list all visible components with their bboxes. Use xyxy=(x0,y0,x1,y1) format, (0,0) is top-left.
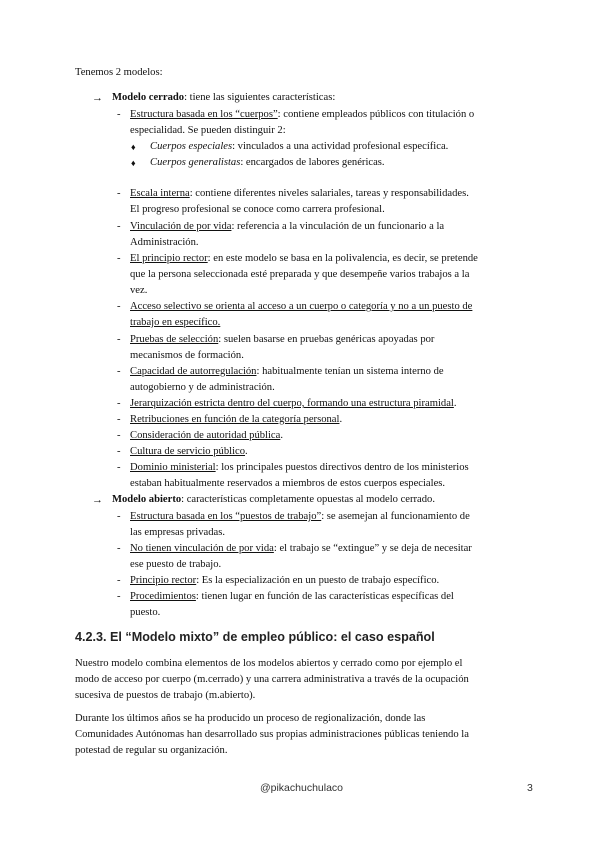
paragraph-line: sucesiva de puestos de trabajo (m.abierto). xyxy=(75,690,256,701)
list-item-cont: El progreso profesional se conoce como carrera profesional. xyxy=(130,204,385,215)
arrow-bullet: → xyxy=(92,92,103,104)
item-text: . xyxy=(339,414,343,425)
list-item xyxy=(130,219,444,235)
arrow-bullet: → xyxy=(92,494,103,506)
list-item-cont: las empresas privadas. xyxy=(130,527,226,538)
dash-bullet: - xyxy=(117,334,121,345)
item-key: El principio rector xyxy=(130,253,208,264)
modelo-cerrado-desc: : tiene las siguientes características: xyxy=(184,92,336,103)
list-item xyxy=(130,589,454,605)
paragraph-line: modo de acceso por cuerpo (m.cerrado) y una carrera administrativa a través de la ocupación xyxy=(75,674,469,685)
item-key: Jerarquización estricta dentro del cuerpo, formando una estructura piramidal xyxy=(130,398,454,409)
diamond-bullet: ♦ xyxy=(131,158,136,168)
item-text: . xyxy=(245,446,248,457)
paragraph-line: potestad de regular su organización. xyxy=(75,745,228,756)
item-text: : Es la especialización en un puesto de trabajo específico. xyxy=(196,575,440,586)
sub-item-key: Cuerpos generalistas xyxy=(150,157,241,168)
modelo-abierto-title: Modelo abierto xyxy=(112,494,182,505)
list-item-cont: estaban habitualmente reservados a miembros de estos cuerpos especiales. xyxy=(130,478,446,489)
item-key: Estructura basada en los “puestos de trabajo” xyxy=(130,511,322,522)
dash-bullet: - xyxy=(117,109,121,120)
page-number: 3 xyxy=(527,782,533,794)
list-item xyxy=(130,364,444,380)
paragraph-line: Durante los últimos años se ha producido un proceso de regionalización, donde las xyxy=(75,713,426,724)
list-item xyxy=(130,573,439,589)
item-text: : suelen basarse en pruebas genéricas apoyadas por xyxy=(218,334,435,345)
list-item xyxy=(130,396,457,412)
item-key: Pruebas de selección xyxy=(130,334,219,345)
dash-bullet: - xyxy=(117,398,121,409)
list-item xyxy=(130,460,469,476)
modelo-cerrado-title: Modelo cerrado xyxy=(112,92,185,103)
sub-item-text: : vinculados a una actividad profesional específica. xyxy=(232,141,449,152)
dash-bullet: - xyxy=(117,462,121,473)
item-text: : contiene diferentes niveles salariales, tareas y responsabilidades. xyxy=(189,188,469,199)
list-item xyxy=(130,107,474,123)
sub-item-key: Cuerpos especiales xyxy=(150,141,233,152)
list-item xyxy=(130,332,434,348)
item-key: Cultura de servicio público xyxy=(130,446,246,457)
list-item-cont: Administración. xyxy=(130,237,199,248)
modelo-abierto-heading xyxy=(112,492,435,508)
sub-item xyxy=(150,155,385,171)
list-item xyxy=(130,444,248,460)
list-item: Acceso selectivo se orienta al acceso a un cuerpo o categoría y no a un puesto de xyxy=(130,301,473,312)
item-text: : los principales puestos directivos dentro de los ministerios xyxy=(215,462,469,473)
modelo-abierto-desc: : características completamente opuestas al modelo cerrado. xyxy=(181,494,435,505)
list-item xyxy=(130,412,342,428)
dash-bullet: - xyxy=(117,591,121,602)
dash-bullet: - xyxy=(117,188,121,199)
footer-handle: @pikachuchulaco xyxy=(259,782,344,794)
item-key: Escala interna xyxy=(130,188,190,199)
item-text: : el trabajo se “extingue” y se deja de necesitar xyxy=(273,543,472,554)
list-item xyxy=(130,186,469,202)
item-text: . xyxy=(453,398,457,409)
item-key: Consideración de autoridad pública xyxy=(130,430,281,441)
modelo-cerrado-heading xyxy=(112,90,335,106)
intro-text: Tenemos 2 modelos: xyxy=(75,67,163,78)
section-heading: 4.2.3. El “Modelo mixto” de empleo público: el caso español xyxy=(75,630,435,644)
dash-bullet: - xyxy=(117,543,121,554)
list-item-cont: autogobierno y de administración. xyxy=(130,382,275,393)
list-item xyxy=(130,251,478,267)
item-key: No tienen vinculación de por vida xyxy=(130,543,274,554)
item-text: : contiene empleados públicos con titulación o xyxy=(277,109,475,120)
dash-bullet: - xyxy=(117,301,121,312)
dash-bullet: - xyxy=(117,511,121,522)
list-item xyxy=(130,541,472,557)
sub-item xyxy=(150,139,448,155)
item-text: : se asemejan al funcionamiento de xyxy=(321,511,470,522)
list-item xyxy=(130,509,470,525)
list-item-cont: mecanismos de formación. xyxy=(130,350,244,361)
dash-bullet: - xyxy=(117,253,121,264)
item-key: Vinculación de por vida xyxy=(130,221,232,232)
item-text: : habitualmente tenían un sistema interno de xyxy=(256,366,444,377)
diamond-bullet: ♦ xyxy=(131,142,136,152)
item-key: Retribuciones en función de la categoría personal xyxy=(130,414,340,425)
item-text: : en este modelo se basa en la polivalencia, es decir, se pretende xyxy=(207,253,478,264)
dash-bullet: - xyxy=(117,446,121,457)
dash-bullet: - xyxy=(117,414,121,425)
list-item-cont: que la persona seleccionada esté preparada y que desempeñe varios trabajos a la xyxy=(130,269,470,280)
paragraph-line: Comunidades Autónomas han desarrollado sus propias administraciones públicas teniendo la xyxy=(75,729,469,740)
item-key: Estructura basada en los “cuerpos” xyxy=(130,109,278,120)
item-text: : tienen lugar en función de las características específicas del xyxy=(195,591,454,602)
paragraph-line: Nuestro modelo combina elementos de los modelos abiertos y cerrado como por ejemplo el xyxy=(75,658,463,669)
list-item-cont: especialidad. Se pueden distinguir 2: xyxy=(130,125,286,136)
item-text: . xyxy=(280,430,283,441)
item-key: Principio rector xyxy=(130,575,197,586)
dash-bullet: - xyxy=(117,575,121,586)
item-text: : referencia a la vinculación de un funcionario a la xyxy=(231,221,445,232)
list-item-cont: ese puesto de trabajo. xyxy=(130,559,222,570)
dash-bullet: - xyxy=(117,366,121,377)
item-key: Dominio ministerial xyxy=(130,462,216,473)
sub-item-text: : encargados de labores genéricas. xyxy=(240,157,385,168)
dash-bullet: - xyxy=(117,221,121,232)
list-item xyxy=(130,428,283,444)
list-item-cont: puesto. xyxy=(130,607,161,618)
item-key: Procedimientos xyxy=(130,591,196,602)
dash-bullet: - xyxy=(117,430,121,441)
item-key: Capacidad de autorregulación xyxy=(130,366,257,377)
list-item-cont: vez. xyxy=(130,285,148,296)
list-item-cont: trabajo en específico. xyxy=(130,317,221,328)
